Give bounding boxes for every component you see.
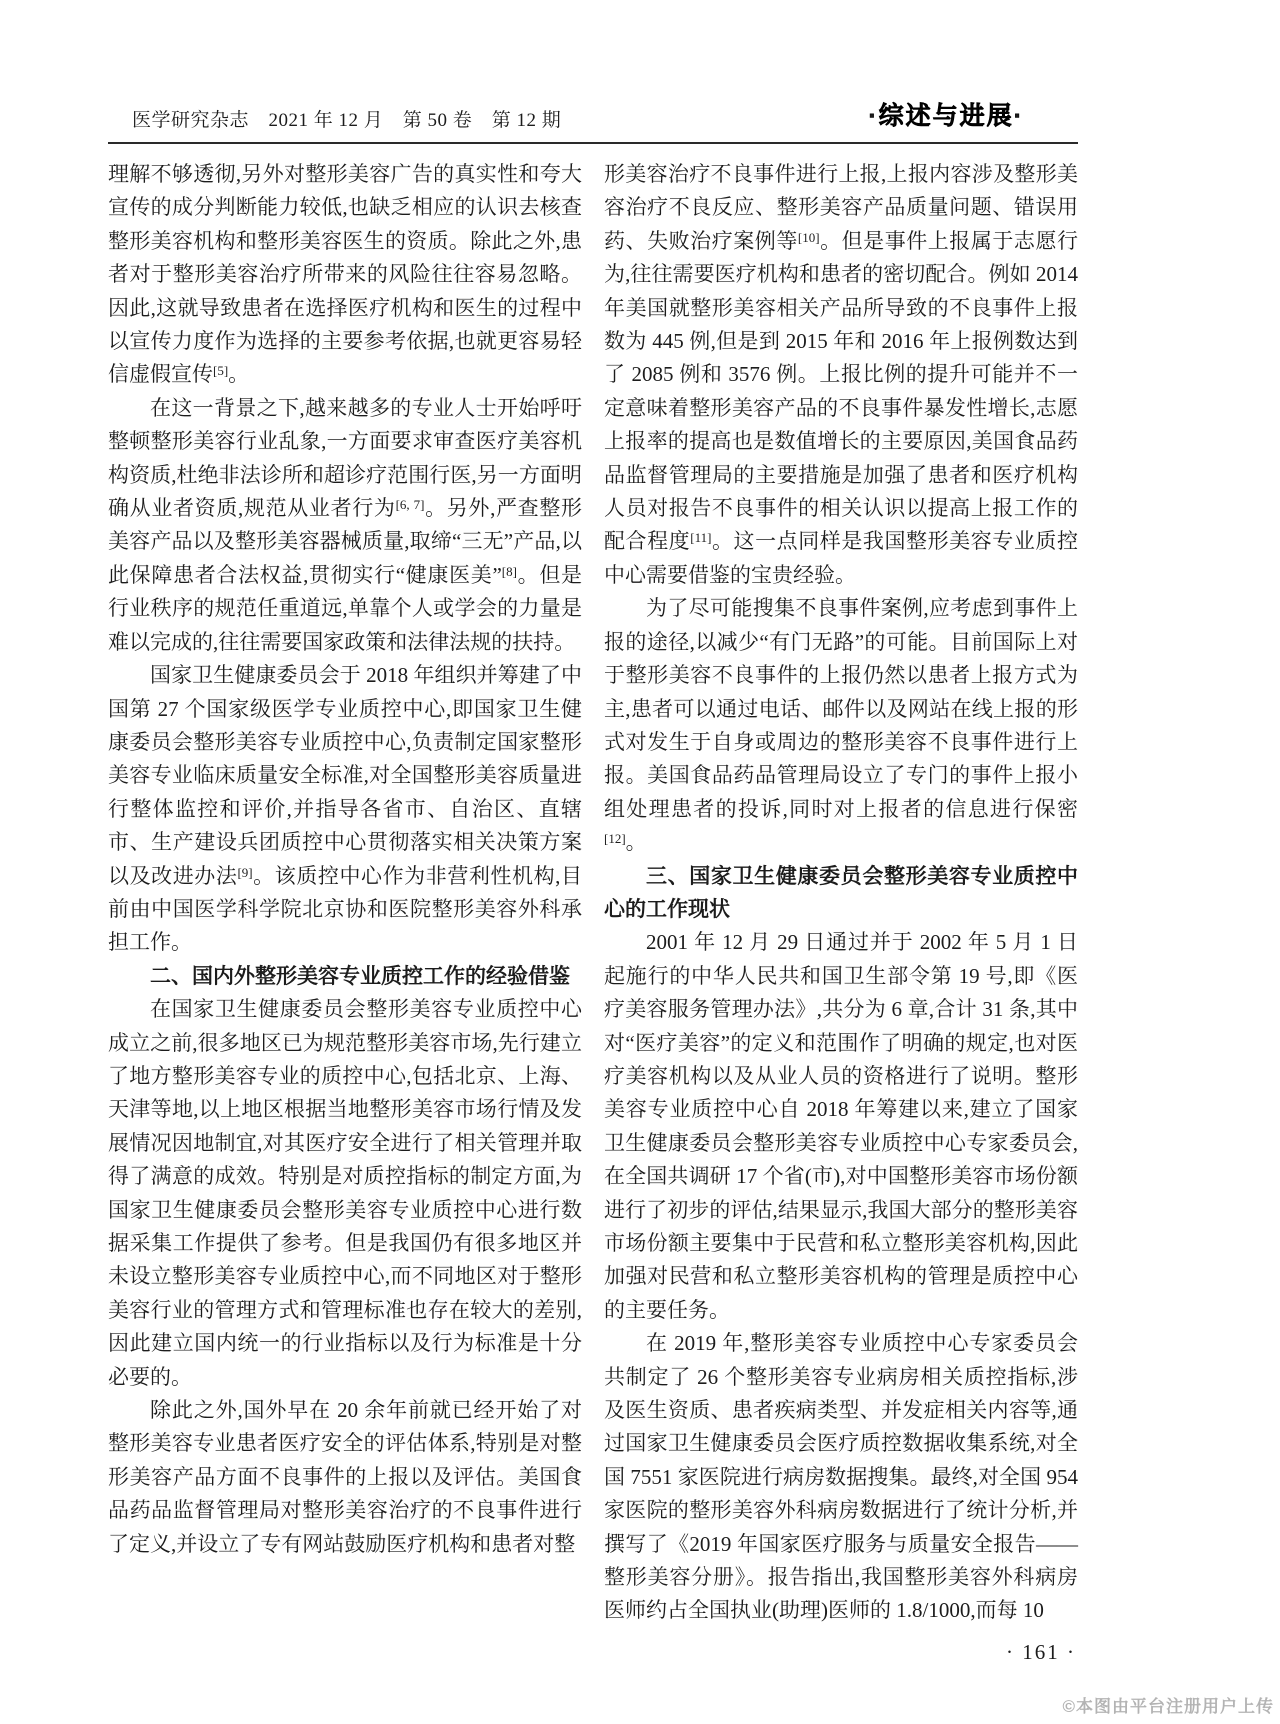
reference-superscript: [10] bbox=[797, 229, 820, 245]
paragraph: 在这一背景之下,越来越多的专业人士开始呼吁整顿整形美容行业乱象,一方面要求审查医疗美容机构资质,杜绝非法诊所和超诊疗范围行医,另一方面明确从业者资质,规范从业者行为[6, 7]。另外,严查整形美容产品以及整形美容器械质量,取缔“三无”产品,以此保障患者合法权益,贯彻实行“健康医美”[8]。但是行业秩序的规范任重道远,单靠个人或学会的力量是难以完成的,往往需要国家政策和法律法规的扶持。 bbox=[108, 395, 583, 654]
page-sheet bbox=[108, 96, 1078, 1665]
section-heading: 三、国家卫生健康委员会整形美容专业质控中心的工作现状 bbox=[604, 864, 1078, 921]
section-banner: ·综述与进展· bbox=[868, 102, 1024, 130]
paragraph: 国家卫生健康委员会于 2018 年组织并筹建了中国第 27 个国家级医学专业质控中心,即国家卫生健康委员会整形美容专业质控中心,负责制定国家整形美容专业临床质量安全标准,对全国整形美容质量进行整体监控和评价,并指导各省市、自治区、直辖市、生产建设兵团质控中心贯彻落实相关决策方案以及改进办法[9]。该质控中心作为非营利性机构,目前由中国医学科学院北京协和医院整形美容外科承担工作。 bbox=[108, 663, 583, 955]
paragraph: 形美容治疗不良事件进行上报,上报内容涉及整形美容治疗不良反应、整形美容产品质量问题、错误用药、失败治疗案例等[10]。但是事件上报属于志愿行为,往往需要医疗机构和患者的密切配合。例如 2014 年美国就整形美容相关产品所导致的不良事件上报数为 445 例,但是到 2015 年和 2016 年上报例数达到了 2085 例和 3576 例。上报比例的提升可能并不一定意味着整形美容产品的不良事件暴发性增长,志愿上报率的提高也是数值增长的主要原因,美国食品药品监督管理局的主要措施是加强了患者和医疗机构人员对报告不良事件的相关认识以提高上报工作的配合程度[11]。这一点同样是我国整形美容专业质控中心需要借鉴的宝贵经验。 bbox=[604, 162, 1079, 587]
article-left-column bbox=[108, 158, 582, 1628]
section-heading: 二、国内外整形美容专业质控工作的经验借鉴 bbox=[150, 964, 570, 988]
paragraph: 除此之外,国外早在 20 余年前就已经开始了对整形美容专业患者医疗安全的评估体系,特别是对整形美容产品方面不良事件的上报以及评估。美国食品药品监督管理局对整形美容治疗的不良事件进行了定义,并设立了专有网站鼓励医疗机构和患者对整 bbox=[108, 1398, 582, 1556]
paragraph: 2001 年 12 月 29 日通过并于 2002 年 5 月 1 日起施行的中华人民共和国卫生部令第 19 号,即《医疗美容服务管理办法》,共分为 6 章,合计 31 条,其中对“医疗美容”的定义和范围作了明确的规定,也对医疗美容机构以及从业人员的资格进行了说明。整形美容专业质控中心自 2018 年筹建以来,建立了国家卫生健康委员会整形美容专业质控中心专家委员会,在全国共调研 17 个省(市),对中国整形美容市场份额进行了初步的评估,结果显示,我国大部分的整形美容市场份额主要集中于民营和私立整形美容机构,因此加强对民营和私立整形美容机构的管理是质控中心的主要任务。 bbox=[604, 930, 1078, 1322]
journal-info: 医学研究杂志 2021 年 12 月 第 50 卷 第 12 期 bbox=[132, 110, 562, 131]
paragraph: 理解不够透彻,另外对整形美容广告的真实性和夸大宣传的成分判断能力较低,也缺乏相应的认识去核查整形美容机构和整形美容医生的资质。除此之外,患者对于整形美容治疗所带来的风险往往容易忽略。因此,这就导致患者在选择医疗机构和医生的过程中以宣传力度作为选择的主要参考依据,也就更容易轻信虚假宣传[5]。 bbox=[108, 162, 582, 387]
reference-superscript: [12] bbox=[604, 831, 626, 847]
reference-superscript: [6, 7] bbox=[395, 497, 425, 513]
article-right-column bbox=[604, 158, 1078, 1628]
article-body bbox=[108, 158, 1078, 1628]
paragraph: 在国家卫生健康委员会整形美容专业质控中心成立之前,很多地区已为规范整形美容市场,先行建立了地方整形美容专业的质控中心,包括北京、上海、天津等地,以上地区根据当地整形美容市场行情及发展情况因地制宜,对其医疗安全进行了相关管理并取得了满意的成效。特别是对质控指标的制定方面,为国家卫生健康委员会整形美容专业质控中心进行数据采集工作提供了参考。但是我国仍有很多地区并未设立整形美容专业质控中心,而不同地区对于整形美容行业的管理方式和管理标准也存在较大的差别,因此建立国内统一的行业指标以及行为标准是十分必要的。 bbox=[108, 997, 582, 1389]
watermark: ©本图由平台注册用户上传 bbox=[1062, 1697, 1274, 1716]
reference-superscript: [5] bbox=[213, 363, 229, 379]
page-number: · 161 · bbox=[1006, 1639, 1076, 1664]
header-rule bbox=[108, 142, 1078, 144]
reference-superscript: [11] bbox=[690, 530, 712, 546]
paragraph: 在 2019 年,整形美容专业质控中心专家委员会共制定了 26 个整形美容专业病房相关质控指标,涉及医生资质、患者疾病类型、并发症相关内容等,通过国家卫生健康委员会医疗质控数据收集系统,对全国 7551 家医院进行病房数据搜集。最终,对全国 954 家医院的整形美容外科病房数据进行了统计分析,并撰写了《2019 年国家医疗服务与质量安全报告——整形美容分册》。报告指出,我国整形美容外科病房医师约占全国执业(助理)医师的 1.8/1000,而每 10 bbox=[604, 1331, 1078, 1623]
reference-superscript: [9] bbox=[237, 864, 253, 880]
paragraph: 为了尽可能搜集不良事件案例,应考虑到事件上报的途径,以减少“有门无路”的可能。目前国际上对于整形美容不良事件的上报仍然以患者上报方式为主,患者可以通过电话、邮件以及网站在线上报的形式对发生于自身或周边的整形美容不良事件进行上报。美国食品药品管理局设立了专门的事件上报小组处理患者的投诉,同时对上报者的信息进行保密[12]。 bbox=[604, 596, 1078, 855]
page-header bbox=[108, 96, 1078, 142]
reference-superscript: [8] bbox=[501, 563, 517, 579]
